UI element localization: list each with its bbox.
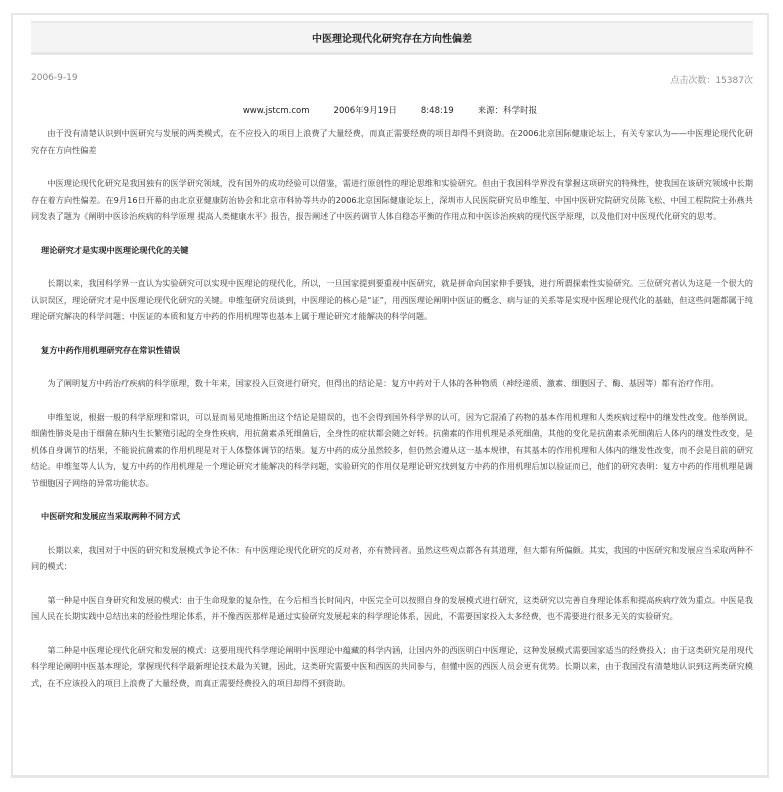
section-heading: 理论研究才是实现中医理论现代化的关键 [41, 244, 189, 255]
meta-row [31, 73, 753, 86]
source-time: 8:48:19 [420, 106, 454, 116]
paragraph: 中医理论现代化研究是我国独有的医学研究领域，没有国外的成功经验可以借鉴，需进行原创性的理论思维和实验研究。但由于我国科学界没有掌握这项研究的特殊性，使我国在该研究领域中长期存在着方向性偏差。在9月16日开幕的由北京亚健康防治协会和北京市科协等共办的2006北京国际健康论坛上，深圳市人民医院研究员申维玺、中国中医研究院研究员陈飞松、中国工程院院士孙燕共同发表了题为《阐明中医诊治疾病的科学原理 提高人类健康水平》报告，报告阐述了中医药调节人体自稳态平衡的作用点和中医诊治疾病的现代医学原理，以及他们对中医现代化研究的思考。 [31, 178, 753, 221]
source-site: www.jstcm.com [242, 106, 310, 116]
section-heading: 复方中药作用机理研究存在常识性错误 [41, 344, 181, 355]
publish-date: 2006-9-19 [31, 73, 78, 83]
section-heading: 中医研究和发展应当采取两种不同方式 [41, 511, 181, 521]
paragraph: 长期以来，我国对于中医的研究和发展模式争论不休：有中医理论现代化研究的反对者，亦有赞同者。虽然这些观点都各有其道理，但大都有所偏颇。其实，我国的中医研究和发展应当采取两种不同的模式： [31, 544, 753, 571]
paragraph: 为了阐明复方中药治疗疾病的科学原理，数十年来，国家投入巨资进行研究，但得出的结论是：复方中药对于人体的各种物质（神经递质、激素、细胞因子、酶、基因等）都有治疗作用。 [47, 378, 719, 388]
source-origin: 来源：科学时报 [477, 106, 538, 116]
paragraph: 长期以来，我国科学界一直认为实验研究可以实现中医理论的现代化，所以，一旦国家提到要重视中医研究，就是拼命向国家伸手要钱，进行所谓探索性实验研究。三位研究者认为这是一个很大的认识误区，理论研究才是中医理论现代化研究的关键。申维玺研究员谈到，中医理论的核心是“证”，用西医理论阐明中医证的概念、病与证的关系等是实现中医理论现代化的基础，但这些问题都属于纯理论研究解决的科学问题；中医证的本质和复方中药的作用机理等也基本上属于理论研究才能解决的科学问题。 [31, 278, 753, 321]
paragraph: 第一种是中医自身研究和发展的模式：由于生命现象的复杂性，在今后相当长时间内，中医完全可以按照自身的发展模式进行研究，这类研究以完善自身理论体系和提高疾病疗效为重点。中医是我国人民在长期实践中总结出来的经验性理论体系，并不像西医那样是通过实验研究发展起来的科学理论体系，因此，不需要国家投入太多经费，也不需要进行很多无关的实验研究。 [31, 594, 753, 621]
hit-count: 点击次数：15387次 [670, 76, 753, 86]
title-bar [31, 21, 753, 55]
article-body [31, 125, 753, 708]
paragraph: 由于没有清楚认识到中医研究与发展的两类模式，在不应投入的项目上浪费了大量经费，而真正需要经费的项目却得不到资助。在2006北京国际健康论坛上，有关专家认为——中医理论现代化研究存在方向性偏差 [31, 128, 753, 155]
source-line [13, 104, 767, 116]
article-title: 中医理论现代化研究存在方向性偏差 [312, 34, 472, 45]
paragraph: 第二种是中医理论现代化研究和发展的模式：这要用现代科学理论阐明中医理论中蕴藏的科学内涵，让国内外的西医明白中医理论，这种发展模式需要国家适当的经费投入；由于这类研究是用现代科学理论阐明中医基本理论，掌握现代科学最新理论技术最为关键，因此，这类研究需要中医和西医的共同参与，但懂中医的西医人员会更有优势。长期以来，由于我国没有清楚地认识到这两类研究模式，在不应该投入的项目上浪费了大量经费，而真正需要经费投入的项目却得不到资助。 [31, 644, 753, 688]
article-frame [11, 13, 769, 778]
paragraph: 申维玺说，根据一般的科学原理和常识，可以显而易见地推断出这个结论是错误的，也不会得到国外科学界的认可，因为它混淆了药物的基本作用机理和人类疾病过程中的继发性改变。他举例说，细菌性肺炎是由于细菌在肺内生长繁殖引起的全身性疾病，用抗菌素杀死细菌后，全身性的症状都会随之好转。抗菌素的作用机理是杀死细菌，其他的变化是抗菌素杀死细菌后人体内的继发性改变，是机体自身调节的结果，不能说抗菌素的作用机理是对于人体整体调节的结果。复方中药的成分虽然较多，但仍然会遵从这一基本规律，有其基本的作用机理和人体内的继发性改变，而不会是目前的研究结论。申维玺等人认为，复方中药的作用机理是一个理论研究才能解决的科学问题，实验研究的作用仅是理论研究找到复方中药的作用机理后加以验证而已，他们的研究表明：复方中药的作用机理是调节细胞因子网络的异常功能状态。 [31, 411, 753, 488]
source-date: 2006年9月19日 [333, 106, 397, 116]
